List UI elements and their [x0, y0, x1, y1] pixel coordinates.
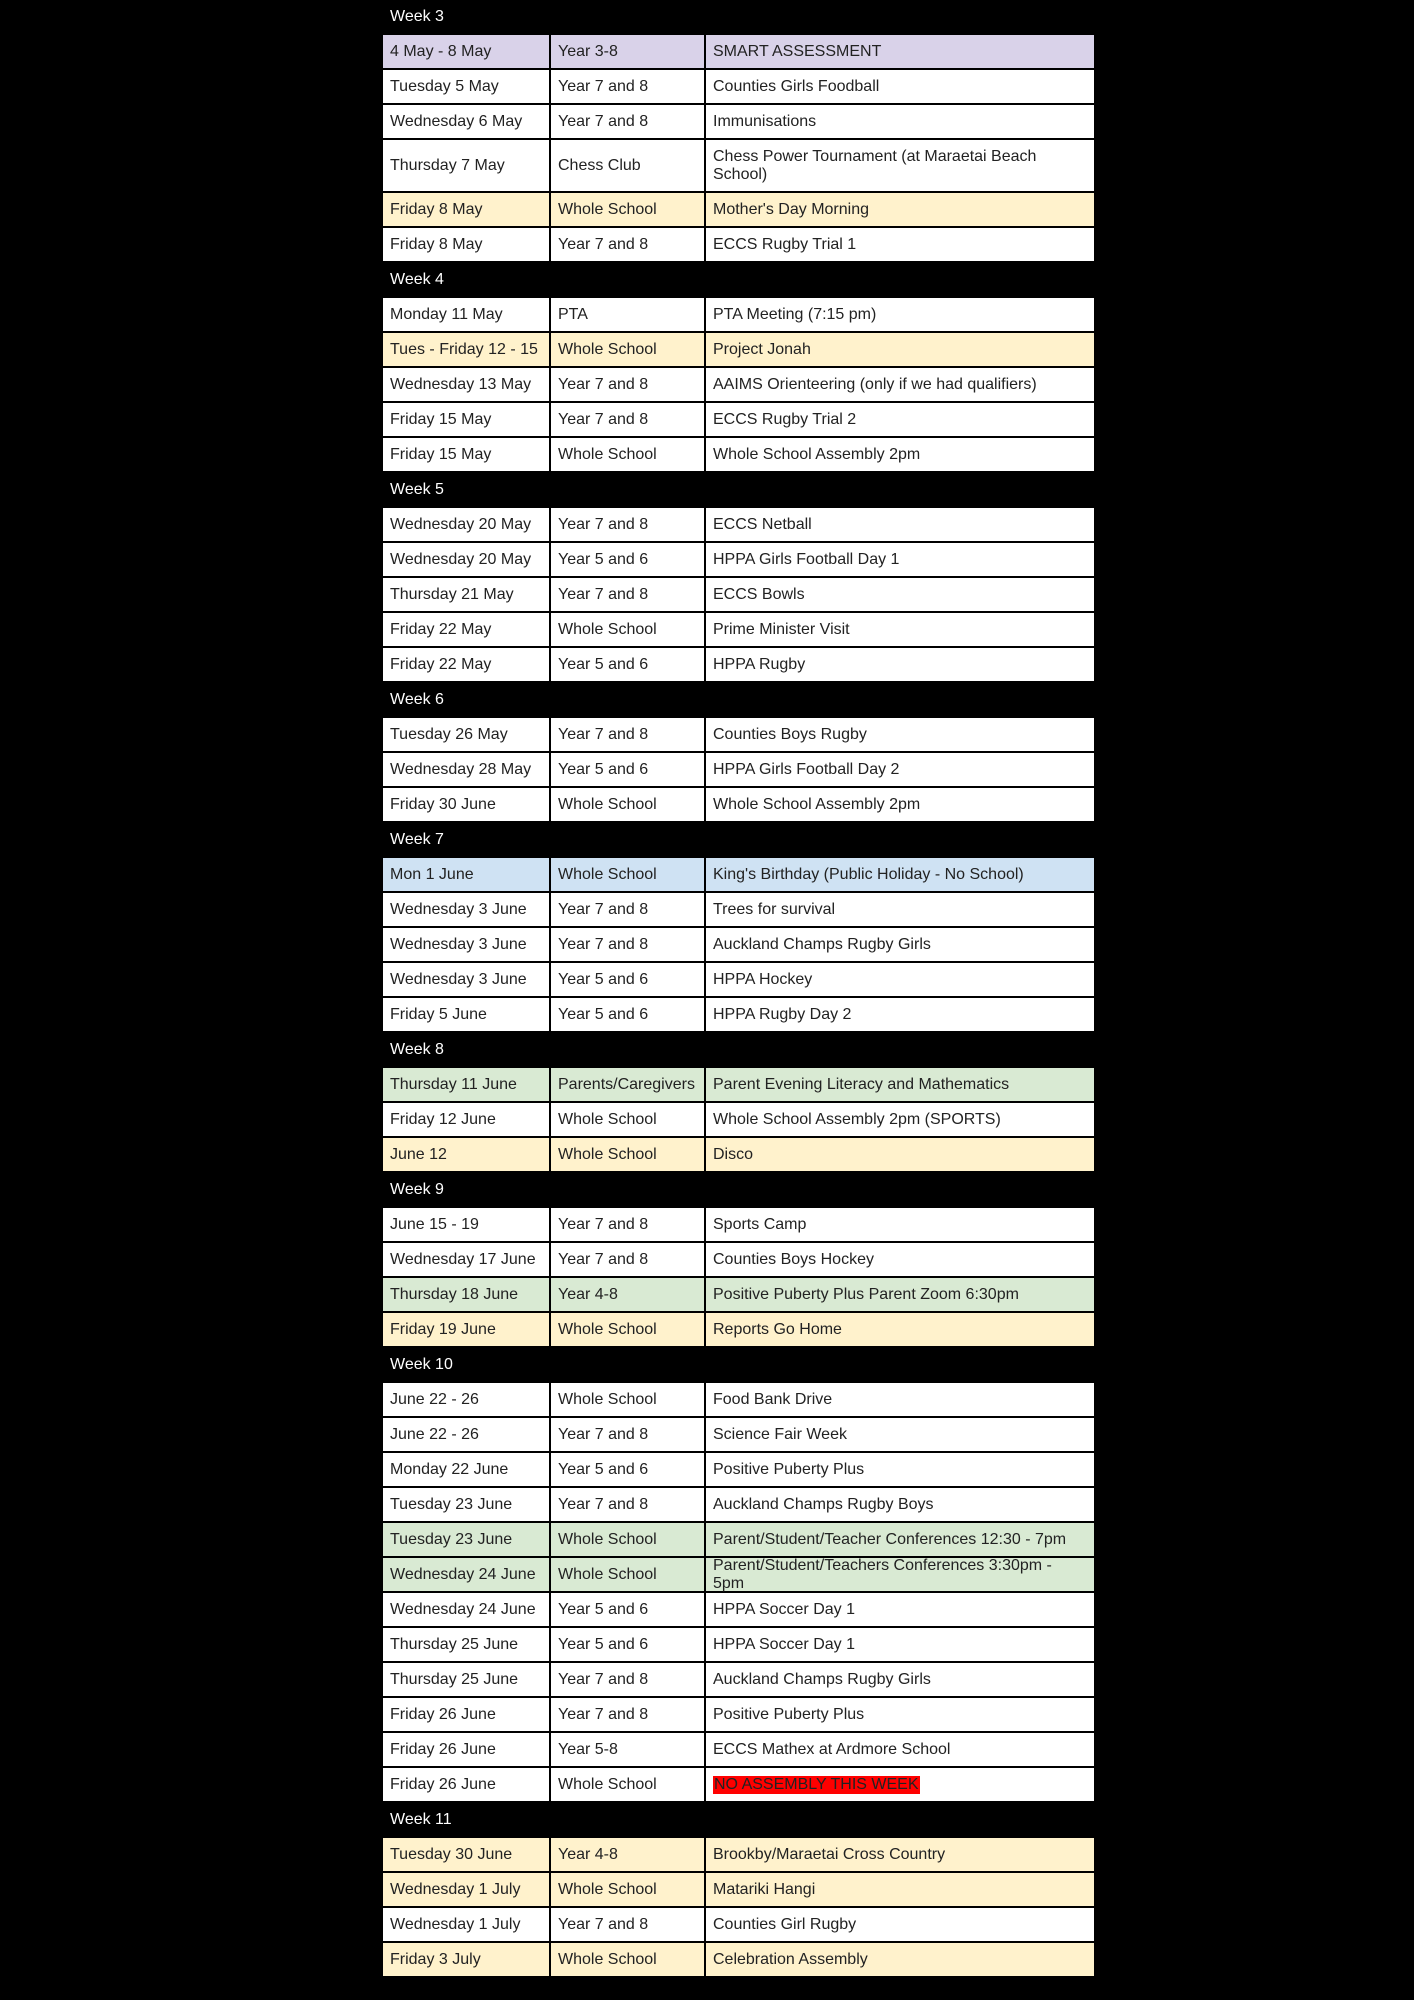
event-description-cell: [706, 1208, 1094, 1241]
event-date: Tuesday 23 June: [383, 1523, 551, 1556]
event-description: Mother's Day Morning: [713, 200, 869, 218]
event-description: HPPA Girls Football Day 2: [713, 760, 900, 778]
event-description-cell: [706, 788, 1094, 821]
event-description-cell: [706, 1243, 1094, 1276]
event-description-cell: [706, 35, 1094, 68]
event-row: [381, 893, 1096, 928]
event-description: Project Jonah: [713, 340, 811, 358]
event-group: Whole School: [551, 193, 706, 226]
event-group: Parents/Caregivers: [551, 1068, 706, 1101]
event-date: Thursday 25 June: [383, 1628, 551, 1661]
event-description: Positive Puberty Plus Parent Zoom 6:30pm: [713, 1285, 1019, 1303]
event-description-cell: [706, 1838, 1094, 1871]
event-date: Wednesday 17 June: [383, 1243, 551, 1276]
event-row: [381, 35, 1096, 70]
event-description-cell: [706, 998, 1094, 1031]
event-description: Counties Girl Rugby: [713, 1915, 857, 1933]
event-description: Auckland Champs Rugby Boys: [713, 1495, 934, 1513]
event-group: Whole School: [551, 613, 706, 646]
event-row: [381, 105, 1096, 140]
event-description: Counties Boys Rugby: [713, 725, 867, 743]
event-description-cell: [706, 1628, 1094, 1661]
event-date: Tuesday 5 May: [383, 70, 551, 103]
event-date: Friday 19 June: [383, 1313, 551, 1346]
event-row: [381, 140, 1096, 193]
week-header: Week 11: [381, 1803, 1096, 1838]
event-date: Thursday 7 May: [383, 140, 551, 191]
event-group: Whole School: [551, 438, 706, 471]
event-group: Year 7 and 8: [551, 508, 706, 541]
event-description-cell: [706, 1663, 1094, 1696]
event-description: Disco: [713, 1145, 754, 1163]
event-row: [381, 1138, 1096, 1173]
event-description: HPPA Hockey: [713, 970, 813, 988]
event-description-cell: [706, 753, 1094, 786]
event-row: [381, 1453, 1096, 1488]
event-description-cell: [706, 1593, 1094, 1626]
event-description: PTA Meeting (7:15 pm): [713, 305, 877, 323]
event-row: [381, 368, 1096, 403]
event-group: Whole School: [551, 1558, 706, 1591]
event-description: Positive Puberty Plus: [713, 1460, 865, 1478]
event-group: Year 7 and 8: [551, 1663, 706, 1696]
event-row: [381, 1733, 1096, 1768]
event-group: Year 5 and 6: [551, 648, 706, 681]
week-header: Week 9: [381, 1173, 1096, 1208]
no-assembly-warning: NO ASSEMBLY THIS WEEK: [714, 1775, 919, 1793]
event-group: Year 5-8: [551, 1733, 706, 1766]
event-description: Counties Girls Foodball: [713, 77, 880, 95]
event-description-cell: [706, 543, 1094, 576]
event-date: Wednesday 24 June: [383, 1593, 551, 1626]
event-description: Chess Power Tournament (at Maraetai Beach School): [713, 147, 1037, 183]
event-description-cell: [706, 1313, 1094, 1346]
event-date: Wednesday 1 July: [383, 1873, 551, 1906]
event-date: Friday 15 May: [383, 403, 551, 436]
event-description: Celebration Assembly: [713, 1950, 868, 1968]
event-description-cell: [706, 1698, 1094, 1731]
event-description: Auckland Champs Rugby Girls: [713, 935, 931, 953]
event-description-cell: [706, 1733, 1094, 1766]
event-description: Whole School Assembly 2pm: [713, 445, 921, 463]
event-row: [381, 403, 1096, 438]
event-group: Whole School: [551, 1138, 706, 1171]
event-group: Year 4-8: [551, 1838, 706, 1871]
event-group: Year 5 and 6: [551, 998, 706, 1031]
event-date: Wednesday 3 June: [383, 893, 551, 926]
event-description-cell: [706, 578, 1094, 611]
event-description-cell: [706, 70, 1094, 103]
event-date: Friday 30 June: [383, 788, 551, 821]
event-description: Parent Evening Literacy and Mathematics: [713, 1075, 1010, 1093]
event-row: [381, 298, 1096, 333]
event-date: Wednesday 20 May: [383, 543, 551, 576]
event-row: [381, 1208, 1096, 1243]
event-row: [381, 1523, 1096, 1558]
event-date: Friday 22 May: [383, 613, 551, 646]
event-description-cell: [706, 508, 1094, 541]
event-row: [381, 1768, 1096, 1803]
event-date: June 15 - 19: [383, 1208, 551, 1241]
event-date: Friday 12 June: [383, 1103, 551, 1136]
event-description-cell: [706, 648, 1094, 681]
event-row: [381, 1908, 1096, 1943]
event-row: [381, 1313, 1096, 1348]
event-date: Wednesday 6 May: [383, 105, 551, 138]
week-header: Week 3: [381, 0, 1096, 35]
event-row: [381, 1243, 1096, 1278]
event-row: [381, 1593, 1096, 1628]
event-description: Trees for survival: [713, 900, 836, 918]
event-description-cell: [706, 140, 1094, 191]
event-date: Wednesday 28 May: [383, 753, 551, 786]
event-date: Friday 22 May: [383, 648, 551, 681]
event-group: Year 7 and 8: [551, 1488, 706, 1521]
event-group: Whole School: [551, 1943, 706, 1976]
event-group: Year 5 and 6: [551, 543, 706, 576]
event-description: Auckland Champs Rugby Girls: [713, 1670, 931, 1688]
event-date: Wednesday 20 May: [383, 508, 551, 541]
event-row: [381, 1628, 1096, 1663]
event-description: HPPA Girls Football Day 1: [713, 550, 900, 568]
event-row: [381, 1488, 1096, 1523]
event-date: Thursday 25 June: [383, 1663, 551, 1696]
event-group: Year 4-8: [551, 1278, 706, 1311]
event-description: Prime Minister Visit: [713, 620, 850, 638]
event-date: Monday 22 June: [383, 1453, 551, 1486]
event-group: Year 5 and 6: [551, 1593, 706, 1626]
event-row: [381, 1838, 1096, 1873]
week-header: Week 5: [381, 473, 1096, 508]
event-row: [381, 928, 1096, 963]
event-description-cell: [706, 1558, 1094, 1591]
event-group: Year 7 and 8: [551, 1243, 706, 1276]
event-group: Year 7 and 8: [551, 1418, 706, 1451]
event-date: Tuesday 30 June: [383, 1838, 551, 1871]
event-row: [381, 753, 1096, 788]
event-group: Chess Club: [551, 140, 706, 191]
event-group: Whole School: [551, 1383, 706, 1416]
event-group: Whole School: [551, 1768, 706, 1801]
event-group: Year 7 and 8: [551, 1698, 706, 1731]
events-calendar-table: [381, 0, 1096, 1978]
event-description: HPPA Rugby: [713, 655, 806, 673]
event-description-cell: [706, 438, 1094, 471]
event-group: Year 5 and 6: [551, 1453, 706, 1486]
week-header: Week 10: [381, 1348, 1096, 1383]
event-group: PTA: [551, 298, 706, 331]
event-group: Whole School: [551, 788, 706, 821]
event-row: [381, 228, 1096, 263]
event-description: Positive Puberty Plus: [713, 1705, 865, 1723]
event-row: [381, 1383, 1096, 1418]
event-group: Year 7 and 8: [551, 403, 706, 436]
event-description: ECCS Rugby Trial 1: [713, 235, 857, 253]
event-description-cell: [706, 193, 1094, 226]
event-date: Friday 26 June: [383, 1768, 551, 1801]
event-group: Year 7 and 8: [551, 105, 706, 138]
event-date: Wednesday 13 May: [383, 368, 551, 401]
event-description-cell: [706, 1103, 1094, 1136]
event-group: Year 7 and 8: [551, 368, 706, 401]
event-description-cell: [706, 613, 1094, 646]
event-group: Year 7 and 8: [551, 1908, 706, 1941]
event-description-cell: [706, 1278, 1094, 1311]
event-date: Friday 26 June: [383, 1698, 551, 1731]
event-date: Thursday 21 May: [383, 578, 551, 611]
event-row: [381, 788, 1096, 823]
event-description: Matariki Hangi: [713, 1880, 816, 1898]
event-row: [381, 1418, 1096, 1453]
event-date: June 22 - 26: [383, 1418, 551, 1451]
week-header: Week 8: [381, 1033, 1096, 1068]
event-description: Parent/Student/Teacher Conferences 12:30 - 7pm: [713, 1530, 1067, 1548]
event-description: SMART ASSESSMENT: [713, 42, 882, 60]
event-row: [381, 333, 1096, 368]
event-date: Wednesday 3 June: [383, 928, 551, 961]
event-group: Year 7 and 8: [551, 928, 706, 961]
event-date: Mon 1 June: [383, 858, 551, 891]
event-group: Year 5 and 6: [551, 963, 706, 996]
event-group: Whole School: [551, 333, 706, 366]
event-date: Friday 26 June: [383, 1733, 551, 1766]
event-description-cell: [706, 228, 1094, 261]
event-description: Sports Camp: [713, 1215, 807, 1233]
event-description-cell: [706, 1488, 1094, 1521]
event-description: HPPA Soccer Day 1: [713, 1600, 855, 1618]
event-description-cell: [706, 858, 1094, 891]
event-description-cell: [706, 1873, 1094, 1906]
event-row: [381, 1698, 1096, 1733]
event-description-cell: [706, 1383, 1094, 1416]
event-row: [381, 508, 1096, 543]
event-date: Tuesday 26 May: [383, 718, 551, 751]
week-header: Week 6: [381, 683, 1096, 718]
event-group: Whole School: [551, 1873, 706, 1906]
event-row: [381, 1278, 1096, 1313]
event-date: Wednesday 1 July: [383, 1908, 551, 1941]
event-group: Whole School: [551, 858, 706, 891]
event-date: Tues - Friday 12 - 15: [383, 333, 551, 366]
event-description: ECCS Netball: [713, 515, 812, 533]
week-header: Week 7: [381, 823, 1096, 858]
event-date: Thursday 11 June: [383, 1068, 551, 1101]
event-date: June 12: [383, 1138, 551, 1171]
event-group: Year 3-8: [551, 35, 706, 68]
event-date: Friday 8 May: [383, 228, 551, 261]
event-description: ECCS Bowls: [713, 585, 805, 603]
event-group: Year 5 and 6: [551, 1628, 706, 1661]
event-date: June 22 - 26: [383, 1383, 551, 1416]
event-row: [381, 438, 1096, 473]
event-group: Whole School: [551, 1523, 706, 1556]
event-description: Science Fair Week: [713, 1425, 847, 1443]
event-row: [381, 858, 1096, 893]
event-description-cell: [706, 893, 1094, 926]
event-row: [381, 718, 1096, 753]
event-description-cell: [706, 298, 1094, 331]
event-description: Reports Go Home: [713, 1320, 842, 1338]
event-group: Year 7 and 8: [551, 70, 706, 103]
event-group: Year 7 and 8: [551, 578, 706, 611]
event-description-cell: [706, 1418, 1094, 1451]
event-group: Year 7 and 8: [551, 718, 706, 751]
event-date: Wednesday 24 June: [383, 1558, 551, 1591]
event-row: [381, 613, 1096, 648]
event-row: [381, 578, 1096, 613]
event-date: Friday 8 May: [383, 193, 551, 226]
event-description: Brookby/Maraetai Cross Country: [713, 1845, 946, 1863]
event-date: Friday 3 July: [383, 1943, 551, 1976]
event-row: [381, 70, 1096, 105]
event-date: Friday 15 May: [383, 438, 551, 471]
event-description-cell: [706, 1943, 1094, 1976]
event-date: Friday 5 June: [383, 998, 551, 1031]
event-description: HPPA Soccer Day 1: [713, 1635, 855, 1653]
event-row: [381, 963, 1096, 998]
event-description-cell: [706, 1908, 1094, 1941]
event-description: AAIMS Orienteering (only if we had qualifiers): [713, 375, 1037, 393]
event-row: [381, 648, 1096, 683]
event-row: [381, 1663, 1096, 1698]
event-description-cell: [706, 1453, 1094, 1486]
event-description: ECCS Rugby Trial 2: [713, 410, 857, 428]
event-row: [381, 1558, 1096, 1593]
event-row: [381, 998, 1096, 1033]
event-group: Year 5 and 6: [551, 753, 706, 786]
event-group: Whole School: [551, 1103, 706, 1136]
event-description: Whole School Assembly 2pm: [713, 795, 921, 813]
week-header: Week 4: [381, 263, 1096, 298]
event-description-cell: [706, 963, 1094, 996]
event-date: 4 May - 8 May: [383, 35, 551, 68]
event-row: [381, 1103, 1096, 1138]
event-row: [381, 1873, 1096, 1908]
event-date: Thursday 18 June: [383, 1278, 551, 1311]
event-description-cell: [706, 368, 1094, 401]
event-row: [381, 1943, 1096, 1978]
event-date: Wednesday 3 June: [383, 963, 551, 996]
event-description: Parent/Student/Teachers Conferences 3:30pm - 5pm: [713, 1556, 1052, 1592]
event-description-cell: [706, 1068, 1094, 1101]
event-description: Counties Boys Hockey: [713, 1250, 874, 1268]
event-description: Whole School Assembly 2pm (SPORTS): [713, 1110, 1001, 1128]
event-description-cell: [706, 718, 1094, 751]
event-description: Food Bank Drive: [713, 1390, 833, 1408]
event-description-cell: [706, 1768, 1094, 1801]
event-date: Tuesday 23 June: [383, 1488, 551, 1521]
event-description: Immunisations: [713, 112, 817, 130]
event-description-cell: [706, 403, 1094, 436]
event-group: Year 7 and 8: [551, 893, 706, 926]
event-description-cell: [706, 333, 1094, 366]
event-description-cell: [706, 1138, 1094, 1171]
event-description: ECCS Mathex at Ardmore School: [713, 1740, 951, 1758]
event-description-cell: [706, 928, 1094, 961]
event-group: Whole School: [551, 1313, 706, 1346]
event-row: [381, 543, 1096, 578]
event-description-cell: [706, 105, 1094, 138]
event-description: HPPA Rugby Day 2: [713, 1005, 852, 1023]
event-description: King's Birthday (Public Holiday - No School): [713, 865, 1024, 883]
event-row: [381, 193, 1096, 228]
event-group: Year 7 and 8: [551, 228, 706, 261]
event-description-cell: [706, 1523, 1094, 1556]
event-group: Year 7 and 8: [551, 1208, 706, 1241]
event-date: Monday 11 May: [383, 298, 551, 331]
event-row: [381, 1068, 1096, 1103]
